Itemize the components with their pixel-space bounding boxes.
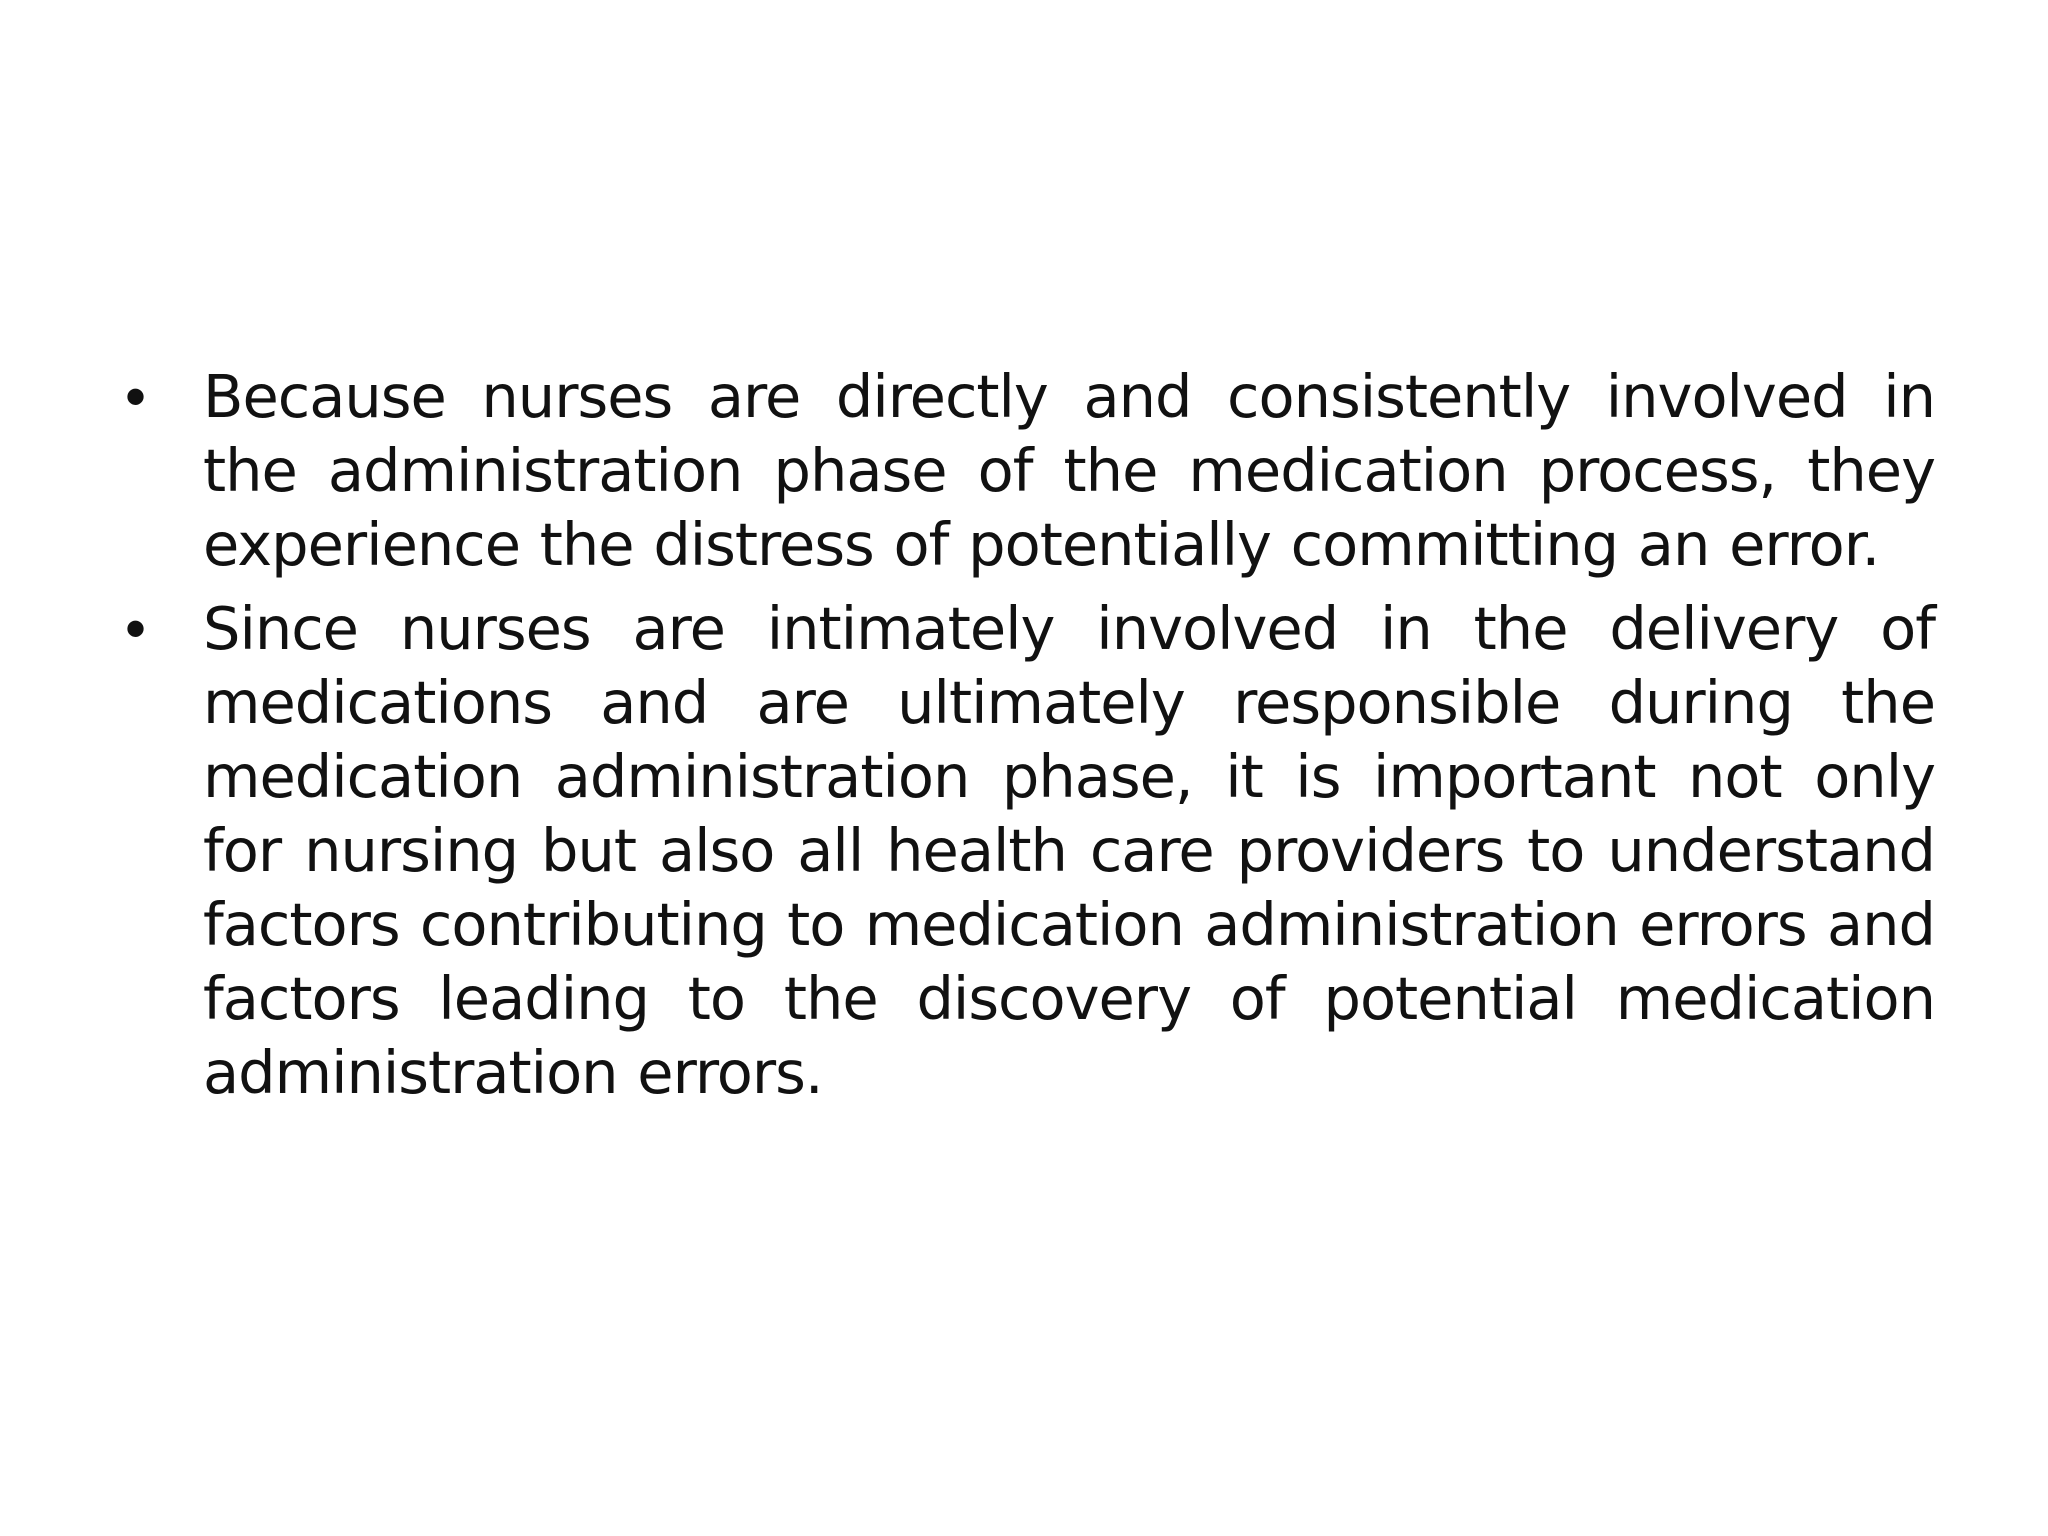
slide-body — [125, 360, 1935, 1120]
bullet-item — [125, 360, 1935, 582]
bullet-list — [125, 360, 1935, 1110]
bullet-item — [125, 592, 1935, 1110]
bullet-marker-icon: • — [125, 595, 147, 662]
bullet-marker-icon: • — [125, 363, 147, 430]
bullet-text: Because nurses are directly and consistently involved in the administration phase of the medication process, they experience the distress of potentially committing an error. — [203, 362, 1935, 579]
bullet-text: Since nurses are intimately involved in the delivery of medications and are ultimately responsible during the medication administration phase, it is important not only for nursing but also all health care providers to understand factors contributing to medication administration errors and factors leading to the discovery of potential medication administration errors. — [203, 594, 1935, 1107]
